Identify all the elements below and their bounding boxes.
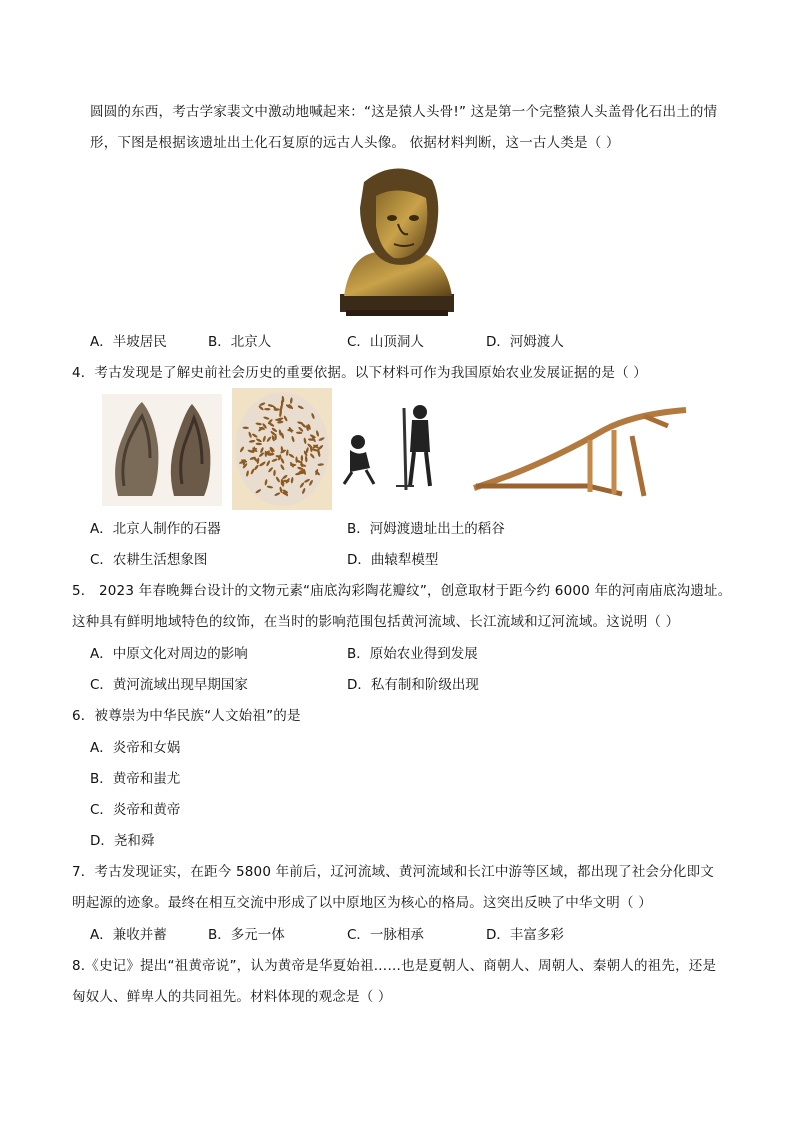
q3-stem-line-2: 形，下图是根据该遗址出土化石复原的远古人头像。 依据材料判断，这一古人类是（ ）: [90, 135, 620, 151]
q7-option-d[interactable]: D．丰富多彩: [486, 927, 564, 943]
q7-stem-line-2: 明起源的迹象。最终在相互交流中形成了以中原地区为核心的格局。这突出反映了中华文明（ ）: [72, 895, 652, 911]
q6-stem: 6．被尊崇为中华民族“人文始祖”的是: [72, 708, 301, 724]
peking-man-bust-image: [336, 160, 458, 318]
q3-option-c[interactable]: C．山顶洞人: [347, 334, 424, 350]
curved-shaft-plough-model-image: [472, 406, 690, 500]
q8-stem-line-2: 匈奴人、鲜卑人的共同祖先。材料体现的观念是（ ）: [72, 989, 392, 1005]
q6-option-c[interactable]: C．炎帝和黄帝: [90, 802, 181, 818]
q5-option-a[interactable]: A．中原文化对周边的影响: [90, 646, 248, 662]
q6-option-b[interactable]: B．黄帝和蚩尤: [90, 771, 181, 787]
q4-stem: 4．考古发现是了解史前社会历史的重要依据。以下材料可作为我国原始农业发展证据的是（ ）: [72, 365, 647, 381]
q5-option-c[interactable]: C．黄河流域出现早期国家: [90, 677, 248, 693]
q3-option-b[interactable]: B．北京人: [208, 334, 272, 350]
q3-stem-line-1: 圆圆的东西，考古学家裴文中激动地喊起来：“这是猿人头骨!” 这是第一个完整猿人头盖骨化石出土的情: [90, 104, 718, 120]
q7-option-c[interactable]: C．一脉相承: [347, 927, 424, 943]
rice-grains-image: [232, 388, 332, 510]
farming-life-illustration: [338, 398, 446, 494]
q4-option-a[interactable]: A．北京人制作的石器: [90, 521, 221, 537]
stone-tools-image: [102, 394, 222, 506]
q5-option-b[interactable]: B．原始农业得到发展: [347, 646, 478, 662]
q7-option-b[interactable]: B．多元一体: [208, 927, 285, 943]
q8-stem-line-1: 8.《史记》提出“祖黄帝说”，认为黄帝是华夏始祖……也是夏朝人、商朝人、周朝人、秦朝人的祖先，还是: [72, 958, 717, 974]
q6-option-d[interactable]: D．尧和舜: [90, 833, 155, 849]
q3-option-a[interactable]: A．半坡居民: [90, 334, 167, 350]
q3-option-d[interactable]: D．河姆渡人: [486, 334, 564, 350]
q4-option-c[interactable]: C．农耕生活想象图: [90, 552, 208, 568]
q5-stem-line-2: 这种具有鲜明地域特色的纹饰，在当时的影响范围包括黄河流域、长江流域和辽河流域。这说明（ ）: [72, 614, 680, 630]
q4-option-b[interactable]: B．河姆渡遗址出土的稻谷: [347, 521, 505, 537]
q7-stem-line-1: 7．考古发现证实，在距今 5800 年前后，辽河流域、黄河流域和长江中游等区域，都出现了社会分化即文: [72, 864, 715, 880]
q4-option-d[interactable]: D．曲辕犁模型: [347, 552, 439, 568]
q6-option-a[interactable]: A．炎帝和女娲: [90, 740, 181, 756]
q5-stem-line-1: 5． 2023 年春晚舞台设计的文物元素“庙底沟彩陶花瓣纹”，创意取材于距今约 6000 年的河南庙底沟遗址。: [72, 583, 732, 599]
q5-option-d[interactable]: D．私有制和阶级出现: [347, 677, 479, 693]
q7-option-a[interactable]: A．兼收并蓄: [90, 927, 167, 943]
